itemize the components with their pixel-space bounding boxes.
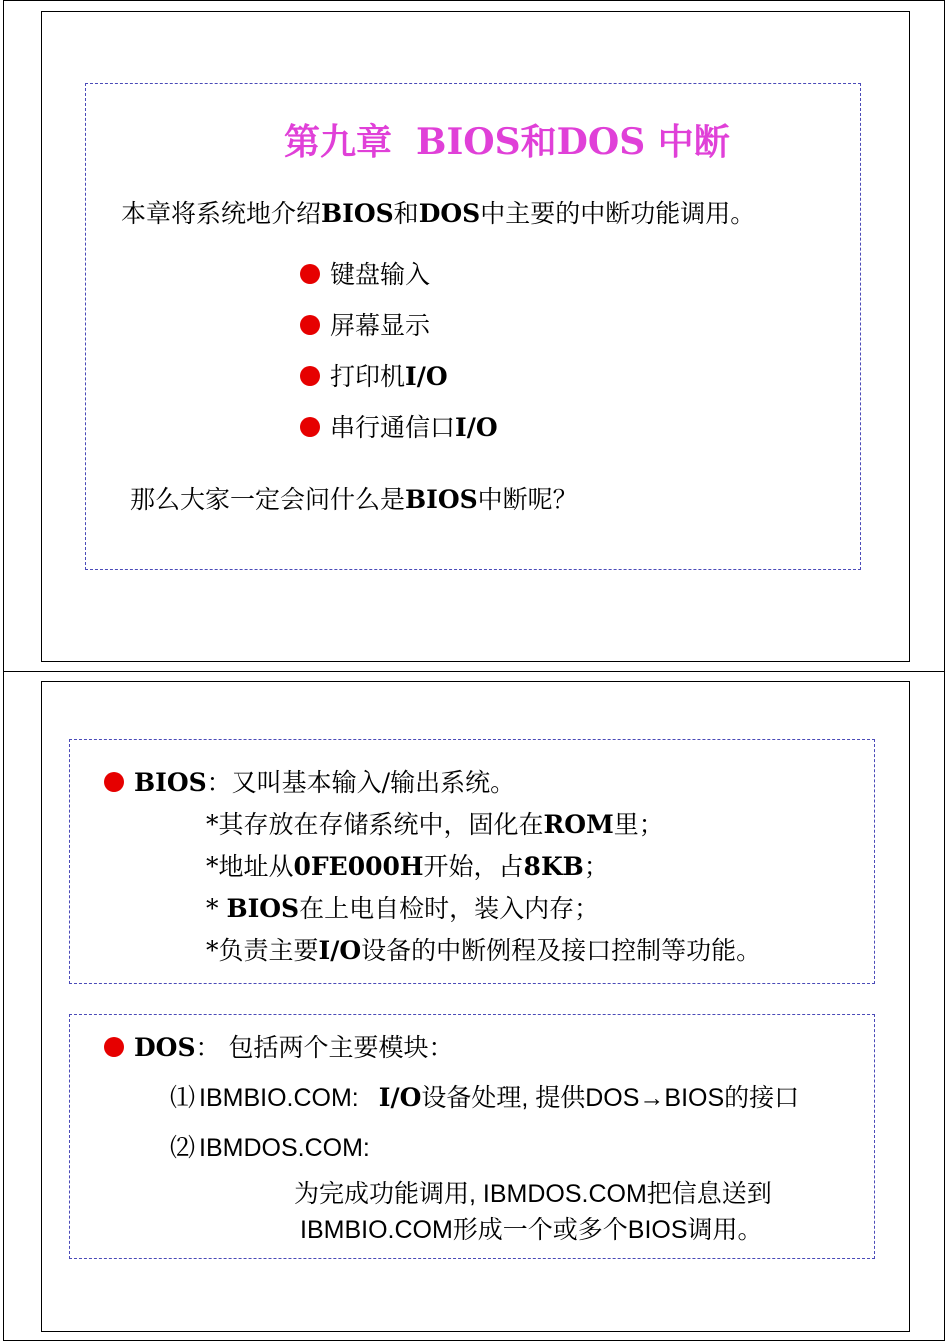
list-item [300,255,430,291]
slide-2 [41,681,910,1332]
intro-dos: DOS [418,199,481,228]
bullet-icon [300,417,320,437]
list-item-text: 打印机 [330,362,406,391]
module-name: IBMDOS.COM: [199,1134,370,1162]
dos-heading [104,1028,453,1064]
bullet-icon [300,315,320,335]
module-number: ⑴ [170,1084,196,1112]
point-text: *其存放在存储系统中，固化在 [206,810,544,839]
point-bold: 0FE000H [293,852,424,881]
question-part-end: 中断呢？ [477,485,578,514]
dos-module-1 [170,1078,799,1114]
list-item-text: 屏幕显示 [330,311,431,340]
intro-text: 本章将系统地介绍 [121,199,322,228]
point-text: ； [583,852,609,881]
title-topic: BIOS和DOS 中断 [416,121,730,163]
dos-label: DOS [134,1033,196,1062]
point-bold: ROM [543,810,614,839]
dos-module-2-desc-line-1: 为完成功能调用, IBMDOS.COM把信息送到 [294,1180,772,1208]
slide-1 [41,11,910,662]
list-item [300,306,430,342]
chapter-title [284,114,730,165]
point-text: 设备的中断例程及接口控制等功能。 [361,936,762,965]
title-chapter: 第九章 [284,121,393,163]
module-name: IBMBIO.COM: [199,1084,359,1112]
point-text: 开始，占 [423,852,524,881]
bullet-icon [104,1037,124,1057]
list-item-bold: I/O [405,362,448,391]
bios-desc: ：又叫基本输入/输出系统。 [206,768,516,797]
question-text [130,480,578,516]
page-divider [3,671,945,672]
list-item-text: 键盘输入 [330,260,431,289]
list-item [300,408,498,444]
bios-point [206,889,599,925]
bios-point [206,805,664,841]
point-text: 在上电自检时，装入内存； [299,894,600,923]
module-desc: 设备处理, 提供DOS→BIOS的接口 [421,1084,800,1112]
dos-module-2 [170,1128,370,1164]
bios-label: BIOS [134,768,207,797]
dos-module-2-desc-line-2: IBMBIO.COM形成一个或多个BIOS调用。 [300,1216,763,1244]
bios-point [206,931,761,967]
point-bold: BIOS [226,894,300,923]
point-text: 里； [613,810,664,839]
bullet-icon [300,264,320,284]
dos-desc: ： 包括两个主要模块： [195,1033,454,1062]
intro-and: 和 [393,199,419,228]
bullet-icon [300,366,320,386]
bios-point [206,847,609,883]
point-text: *地址从 [206,852,294,881]
list-item-text: 串行通信口 [330,413,456,442]
question-bios: BIOS [405,485,478,514]
module-number: ⑵ [170,1134,196,1162]
point-bold: I/O [318,936,362,965]
point-text: *负责主要 [206,936,319,965]
question-part: 那么大家一定会问什么是 [130,485,406,514]
module-bold: I/O [378,1083,422,1112]
intro-bios: BIOS [321,199,394,228]
list-item [300,357,448,393]
point-bold: 8KB [523,852,584,881]
chapter-intro [121,194,755,230]
list-item-bold: I/O [455,413,498,442]
point-text: * [206,894,227,923]
bullet-icon [104,772,124,792]
intro-text-end: 中主要的中断功能调用。 [480,199,756,228]
bios-heading [104,763,515,799]
